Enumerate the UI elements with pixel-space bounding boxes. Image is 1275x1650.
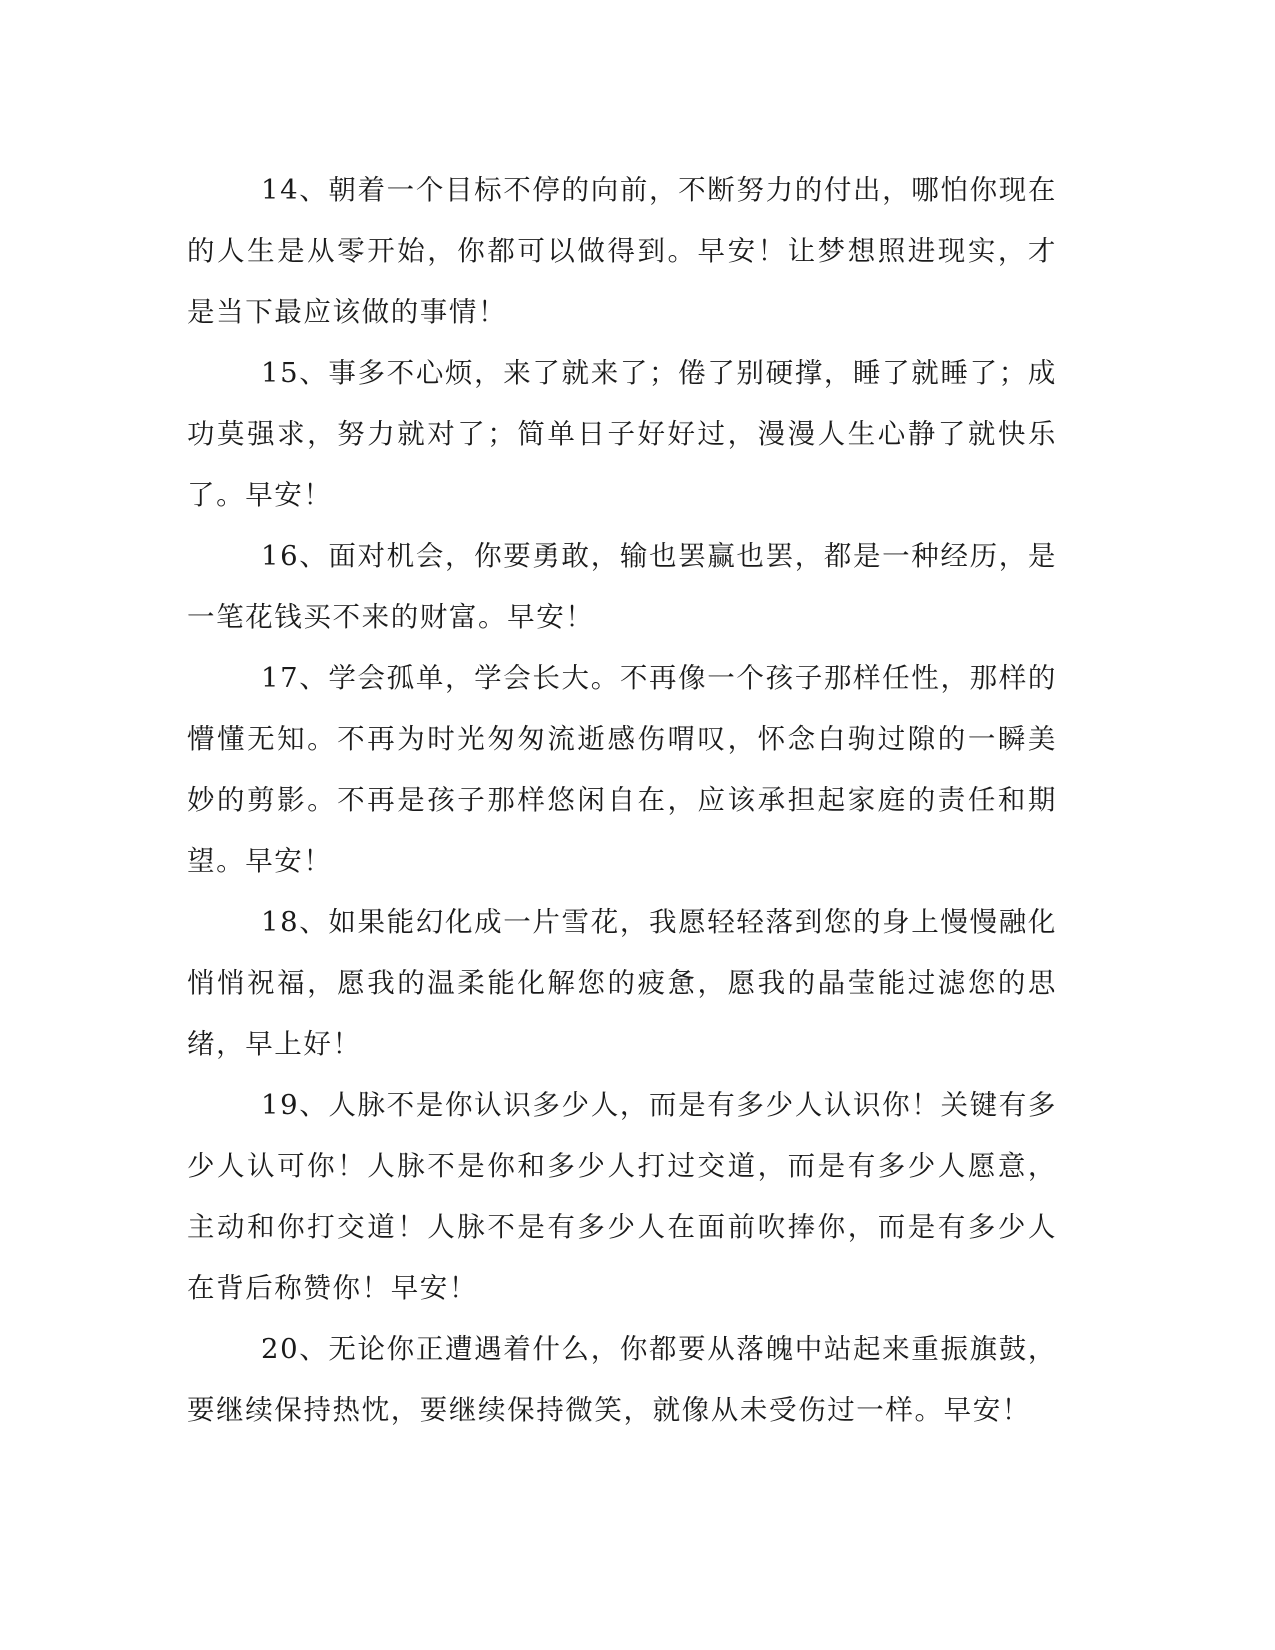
paragraph-14: 14、朝着一个目标不停的向前，不断努力的付出，哪怕你现在的人生是从零开始，你都可以做得到。早安！让梦想照进现实，才是当下最应该做的事情！ xyxy=(187,174,1057,328)
paragraph-16: 16、面对机会，你要勇敢，输也罢赢也罢，都是一种经历，是一笔花钱买不来的财富。早安！ xyxy=(187,540,1057,633)
paragraph-19: 19、人脉不是你认识多少人，而是有多少人认识你！关键有多少人认可你！人脉不是你和多少人打过交道，而是有多少人愿意，主动和你打交道！人脉不是有多少人在面前吹捧你，而是有多少人在背后称赞你！早安！ xyxy=(187,1089,1057,1304)
paragraph-20: 20、无论你正遭遇着什么，你都要从落魄中站起来重振旗鼓，要继续保持热忱，要继续保持微笑，就像从未受伤过一样。早安！ xyxy=(187,1333,1057,1426)
paragraph-18: 18、如果能幻化成一片雪花，我愿轻轻落到您的身上慢慢融化悄悄祝福，愿我的温柔能化解您的疲惫，愿我的晶莹能过滤您的思绪，早上好！ xyxy=(187,906,1057,1060)
document-body xyxy=(187,160,1057,1441)
paragraph-17: 17、学会孤单，学会长大。不再像一个孩子那样任性，那样的懵懂无知。不再为时光匆匆流逝感伤喟叹，怀念白驹过隙的一瞬美妙的剪影。不再是孩子那样悠闲自在，应该承担起家庭的责任和期望。早安！ xyxy=(187,662,1057,877)
paragraph-15: 15、事多不心烦，来了就来了；倦了别硬撑，睡了就睡了；成功莫强求，努力就对了；简单日子好好过，漫漫人生心静了就快乐了。早安！ xyxy=(187,357,1057,511)
